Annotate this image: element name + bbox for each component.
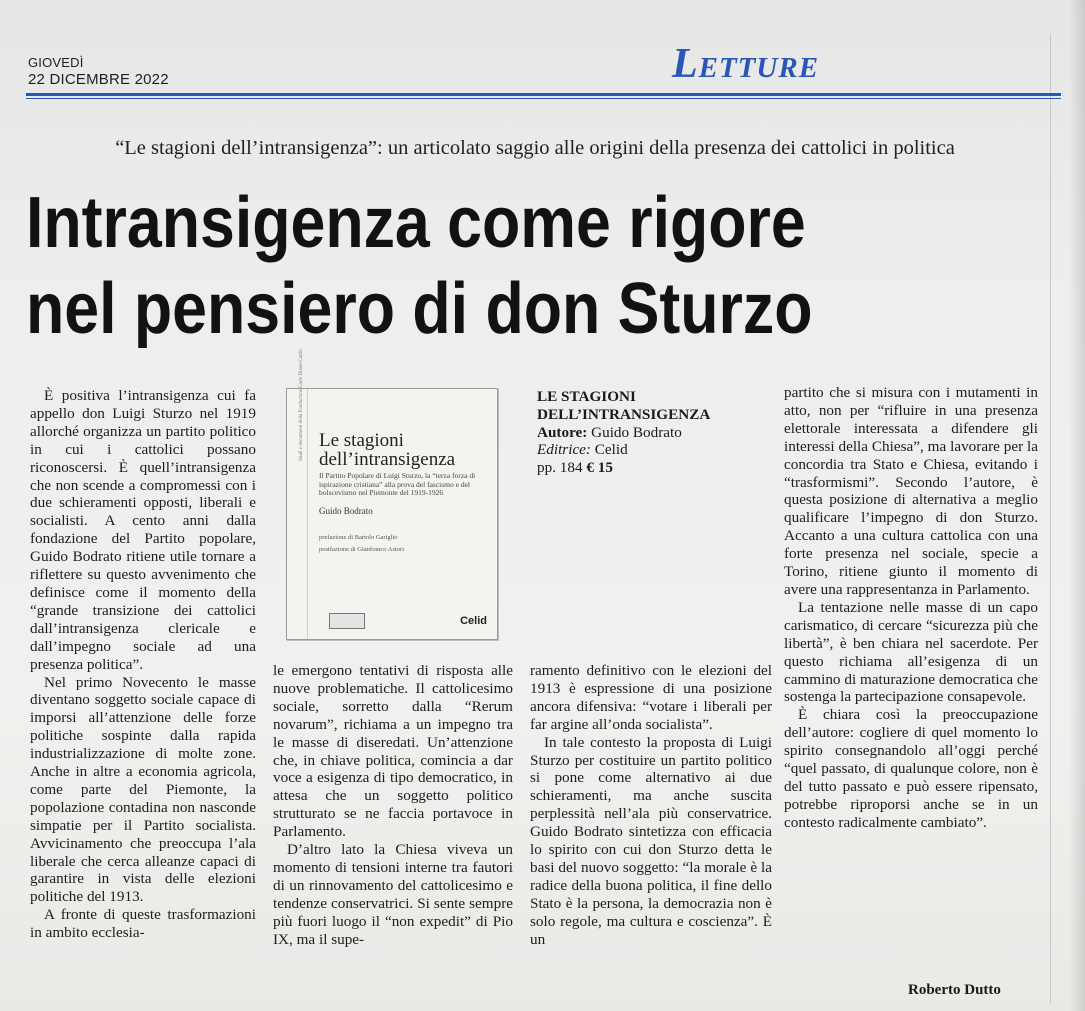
cover-title: Le stagioni dell’intransigenza: [319, 430, 456, 470]
issue-weekday: GIOVEDÌ: [28, 55, 84, 70]
book-pages-price-line: [537, 459, 762, 477]
cover-author: Guido Bodrato: [319, 506, 373, 516]
paragraph: A fronte di queste trasformazioni in ambito ecclesia-: [30, 906, 256, 942]
section-title: Letture: [672, 41, 820, 87]
headline-line-2: nel pensiero di don Sturzo: [26, 269, 813, 349]
publisher-label: Editrice:: [537, 441, 591, 459]
paragraph: La tentazione nelle masse di un capo carismatico, di cercare “sicurezza più che libertà”, è ben chiara nel sacerdote. Per questo richiama all’esigenza di un cammino di maturazione democratica che sostenga la partecipazione consapevole.: [784, 598, 1038, 706]
book-cover-image: [286, 349, 498, 640]
book-publisher: Celid: [594, 441, 628, 459]
book-info-box: [537, 388, 762, 477]
paragraph: le emergono tentativi di risposta alle nuove problematiche. Il cattolicesimo sociale, sorretto dalla “Rerum novarum”, richiama a un impegno tra le masse di diseredati. Un’attenzione che, in chiave politica, comincia a dar voce a esigenza di tipo democratico, in attesa che un soggetto politico strutturato se ne faccia portavoce in Parlamento.: [273, 662, 513, 841]
article-column-2: [273, 662, 513, 949]
issue-date: [28, 54, 169, 88]
paragraph: partito che si misura con i mutamenti in atto, non per “rifluire in una presenza elettorale interessata a difendere gli interessi della Chiesa”, ma lavorare per la concordia tra Stato e Chiesa, evitando i “trasformismi”. Secondo l’autore, è questa posizione di alternativa a meglio qualificare l’impegno di don Sturzo. Accanto a una cultura cattolica con una forte presenza nel sociale, specie a Torino, ritiene giunto il momento di avere una rappresentanza in Parlamento.: [784, 384, 1038, 598]
issue-day: 22 DICEMBRE 2022: [28, 71, 169, 88]
book-publisher-line: [537, 441, 762, 459]
cover-subtitle: Il Partito Popolare di Luigi Sturzo, la “terza forza di ispirazione cristiana” alla prova del fascismo e del bolscevismo nel Piemonte del 1919-1926: [319, 471, 476, 497]
paragraph: Nel primo Novecento le masse diventano soggetto sociale capace di imporsi all’attenzione delle forze politiche sospinte dalla rapida industrializzazione di molte zone. Anche in altre a economia agricola, come parte del Piemonte, la popolazione contadina non nasconde simpatie per il Partito socialista. Avvicinamento che preoccupa l’ala liberale che cerca alleanze capaci di garantire in vista delle elezioni politiche del 1913.: [30, 673, 256, 906]
article-author: Roberto Dutto: [908, 982, 1001, 998]
paragraph: È chiara così la preoccupazione dell’autore: cogliere di quel momento lo spirito consegnandolo all’oggi perché “quel passato, di qualunque colore, non è del tutto passato e può essere ripensato, potrebbe riproporsi anche se in un contesto radicalmente cambiato”.: [784, 706, 1038, 831]
book-price: € 15: [586, 459, 613, 477]
paragraph: È positiva l’intransigenza cui fa appello don Luigi Sturzo nel 1919 allorché organizza un partito politico in cui i cattolici possano riconoscersi. È quell’intransigenza che non scende a compromessi con i due schieramenti opposti, liberali e socialisti. A cento anni dalla fondazione del Partito popolare, Guido Bodrato ritiene utile tornare a riflettere su questo avvenimento che definisce come il momento della “grande transizione dei cattolici dall’intransigenza clericale e dall’impegno sociale ad una presenza politica”.: [30, 387, 256, 673]
article-kicker: “Le stagioni dell’intransigenza”: un articolato saggio alle origini della presenza dei cattolici in politica: [115, 137, 955, 159]
article-headline: [26, 180, 922, 352]
article-column-3: [530, 662, 772, 949]
headline-line-1: Intransigenza come rigore: [26, 183, 806, 263]
cover-publisher: Celid: [460, 615, 487, 627]
page-shadow: [1069, 0, 1085, 1011]
article-column-1: [30, 387, 256, 942]
cover-preface: prefazione di Bartolo Gariglio: [319, 534, 398, 541]
article-column-4: [784, 384, 1038, 832]
book-title-line-1: LE STAGIONI: [537, 388, 636, 405]
foundation-logo-icon: [329, 613, 365, 629]
cover-spine-line: [307, 389, 308, 639]
paragraph: ramento definitivo con le elezioni del 1913 è espressione di una posizione ancora difensiva: “votare i liberali per far argine all’onda socialista”.: [530, 662, 772, 733]
header-rule-thin: [26, 98, 1061, 99]
header-rule: [26, 93, 1061, 96]
paragraph: D’altro lato la Chiesa viveva un momento di tensioni interne tra fautori di un rinnovamento del cattolicesimo e tendenze conservatrici. Si sente sempre più fuori luogo il “non expedit” di Pio IX, ma il supe-: [273, 841, 513, 948]
paragraph: In tale contesto la proposta di Luigi Sturzo per costituire un partito politico si pone come alternativo ai due schieramenti, ma anche suscita perplessità nell’ala più conservatrice. Guido Bodrato sintetizza con efficacia lo spirito con cui don Sturzo detta le basi del nuovo soggetto: “la morale è la radice della buona politica, il fine dello Stato è la persona, la democrazia non è solo regole, ma cultura e coscienza”. È un: [530, 733, 772, 948]
cover-series: Studi e documenti della Fondazione Carlo Donat-Cattin: [299, 349, 304, 461]
book-author-line: [537, 424, 762, 442]
book-author: Guido Bodrato: [591, 423, 682, 441]
cover-postface: postfazione di Gianfranco Astori: [319, 546, 405, 553]
page-edge: [1050, 34, 1051, 1004]
book-title-line-2: DELL’INTRANSIGENZA: [537, 405, 711, 423]
book-pages: pp. 184: [537, 459, 583, 477]
author-label: Autore:: [537, 423, 588, 441]
cover-credits: [319, 534, 404, 553]
